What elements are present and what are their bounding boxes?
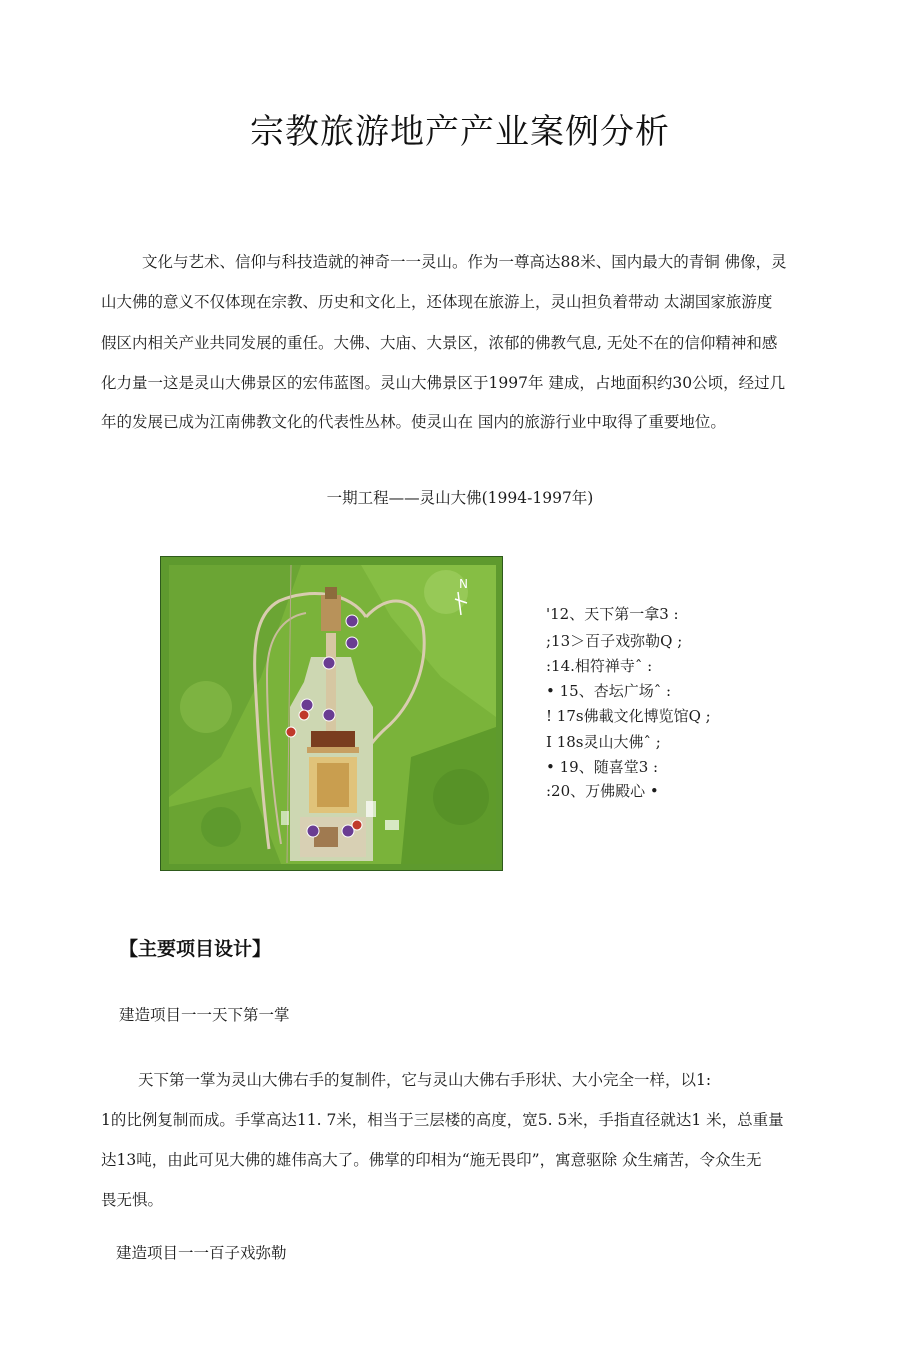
north-marker: N: [459, 577, 468, 591]
legend-item: • 19、随喜堂3 :: [546, 758, 659, 776]
page-title: 宗教旅游地产产业案例分析: [250, 112, 670, 152]
legend-item: '12、天下第一拿3 :: [546, 605, 679, 623]
legend-item: ! 17s佛載文化博览馆Q ;: [546, 707, 711, 725]
legend-item: :20、万佛殿心 •: [546, 782, 659, 800]
intro-line: 文化与艺术、信仰与科技造就的神奇一一灵山。作为一尊高达88米、国内最大的青铜 佛像，灵: [142, 253, 787, 271]
intro-line: 假区内相关产业共同发展的重任。大佛、大庙、大景区，浓郁的佛教气息, 无处不在的信仰精神和感: [101, 334, 778, 352]
project-line: 天下第一掌为灵山大佛右手的复制件，它与灵山大佛右手形状、大小完全一样，以1:: [138, 1071, 712, 1089]
site-map-illustration: [161, 557, 503, 871]
project-title: 建造项目一一天下第一掌: [119, 1006, 290, 1024]
project-line: 达13吨，由此可见大佛的雄伟高大了。佛掌的印相为“施无畏印”，寓意驱除 众生痛苦，令众生无: [101, 1151, 762, 1169]
intro-line: 化力量一这是灵山大佛景区的宏伟蓝图。灵山大佛景区于1997年 建成，占地面积约30公顷，经过几: [101, 374, 786, 392]
project-title: 建造项目一一百子戏弥勒: [116, 1244, 287, 1262]
intro-line: 年的发展已成为江南佛教文化的代表性丛林。使灵山在 国内的旅游行业中取得了重要地位。: [101, 413, 726, 431]
phase-caption: 一期工程——灵山大佛(1994-1997年): [326, 489, 594, 507]
project-line: 畏无惧。: [101, 1191, 164, 1209]
legend-item: ;13＞百子戏弥勒Q ;: [546, 632, 683, 650]
project-line: 1的比例复制而成。手掌高达11. 7米，相当于三层楼的高度，宽5. 5米，手指直径就达1 米，总重量: [101, 1111, 784, 1129]
section-heading: 【主要项目设计】: [119, 938, 272, 960]
legend-item: :14.相符禅寺ˆ :: [546, 657, 653, 675]
lingshan-site-map: [160, 556, 503, 871]
intro-line: 山大佛的意义不仅体现在宗教、历史和文化上，还体现在旅游上，灵山担负着带动 太湖国家旅游度: [101, 293, 773, 311]
legend-item: I 18s灵山大佛ˆ ;: [546, 733, 661, 751]
legend-item: • 15、杏坛广场ˆ :: [546, 682, 672, 700]
